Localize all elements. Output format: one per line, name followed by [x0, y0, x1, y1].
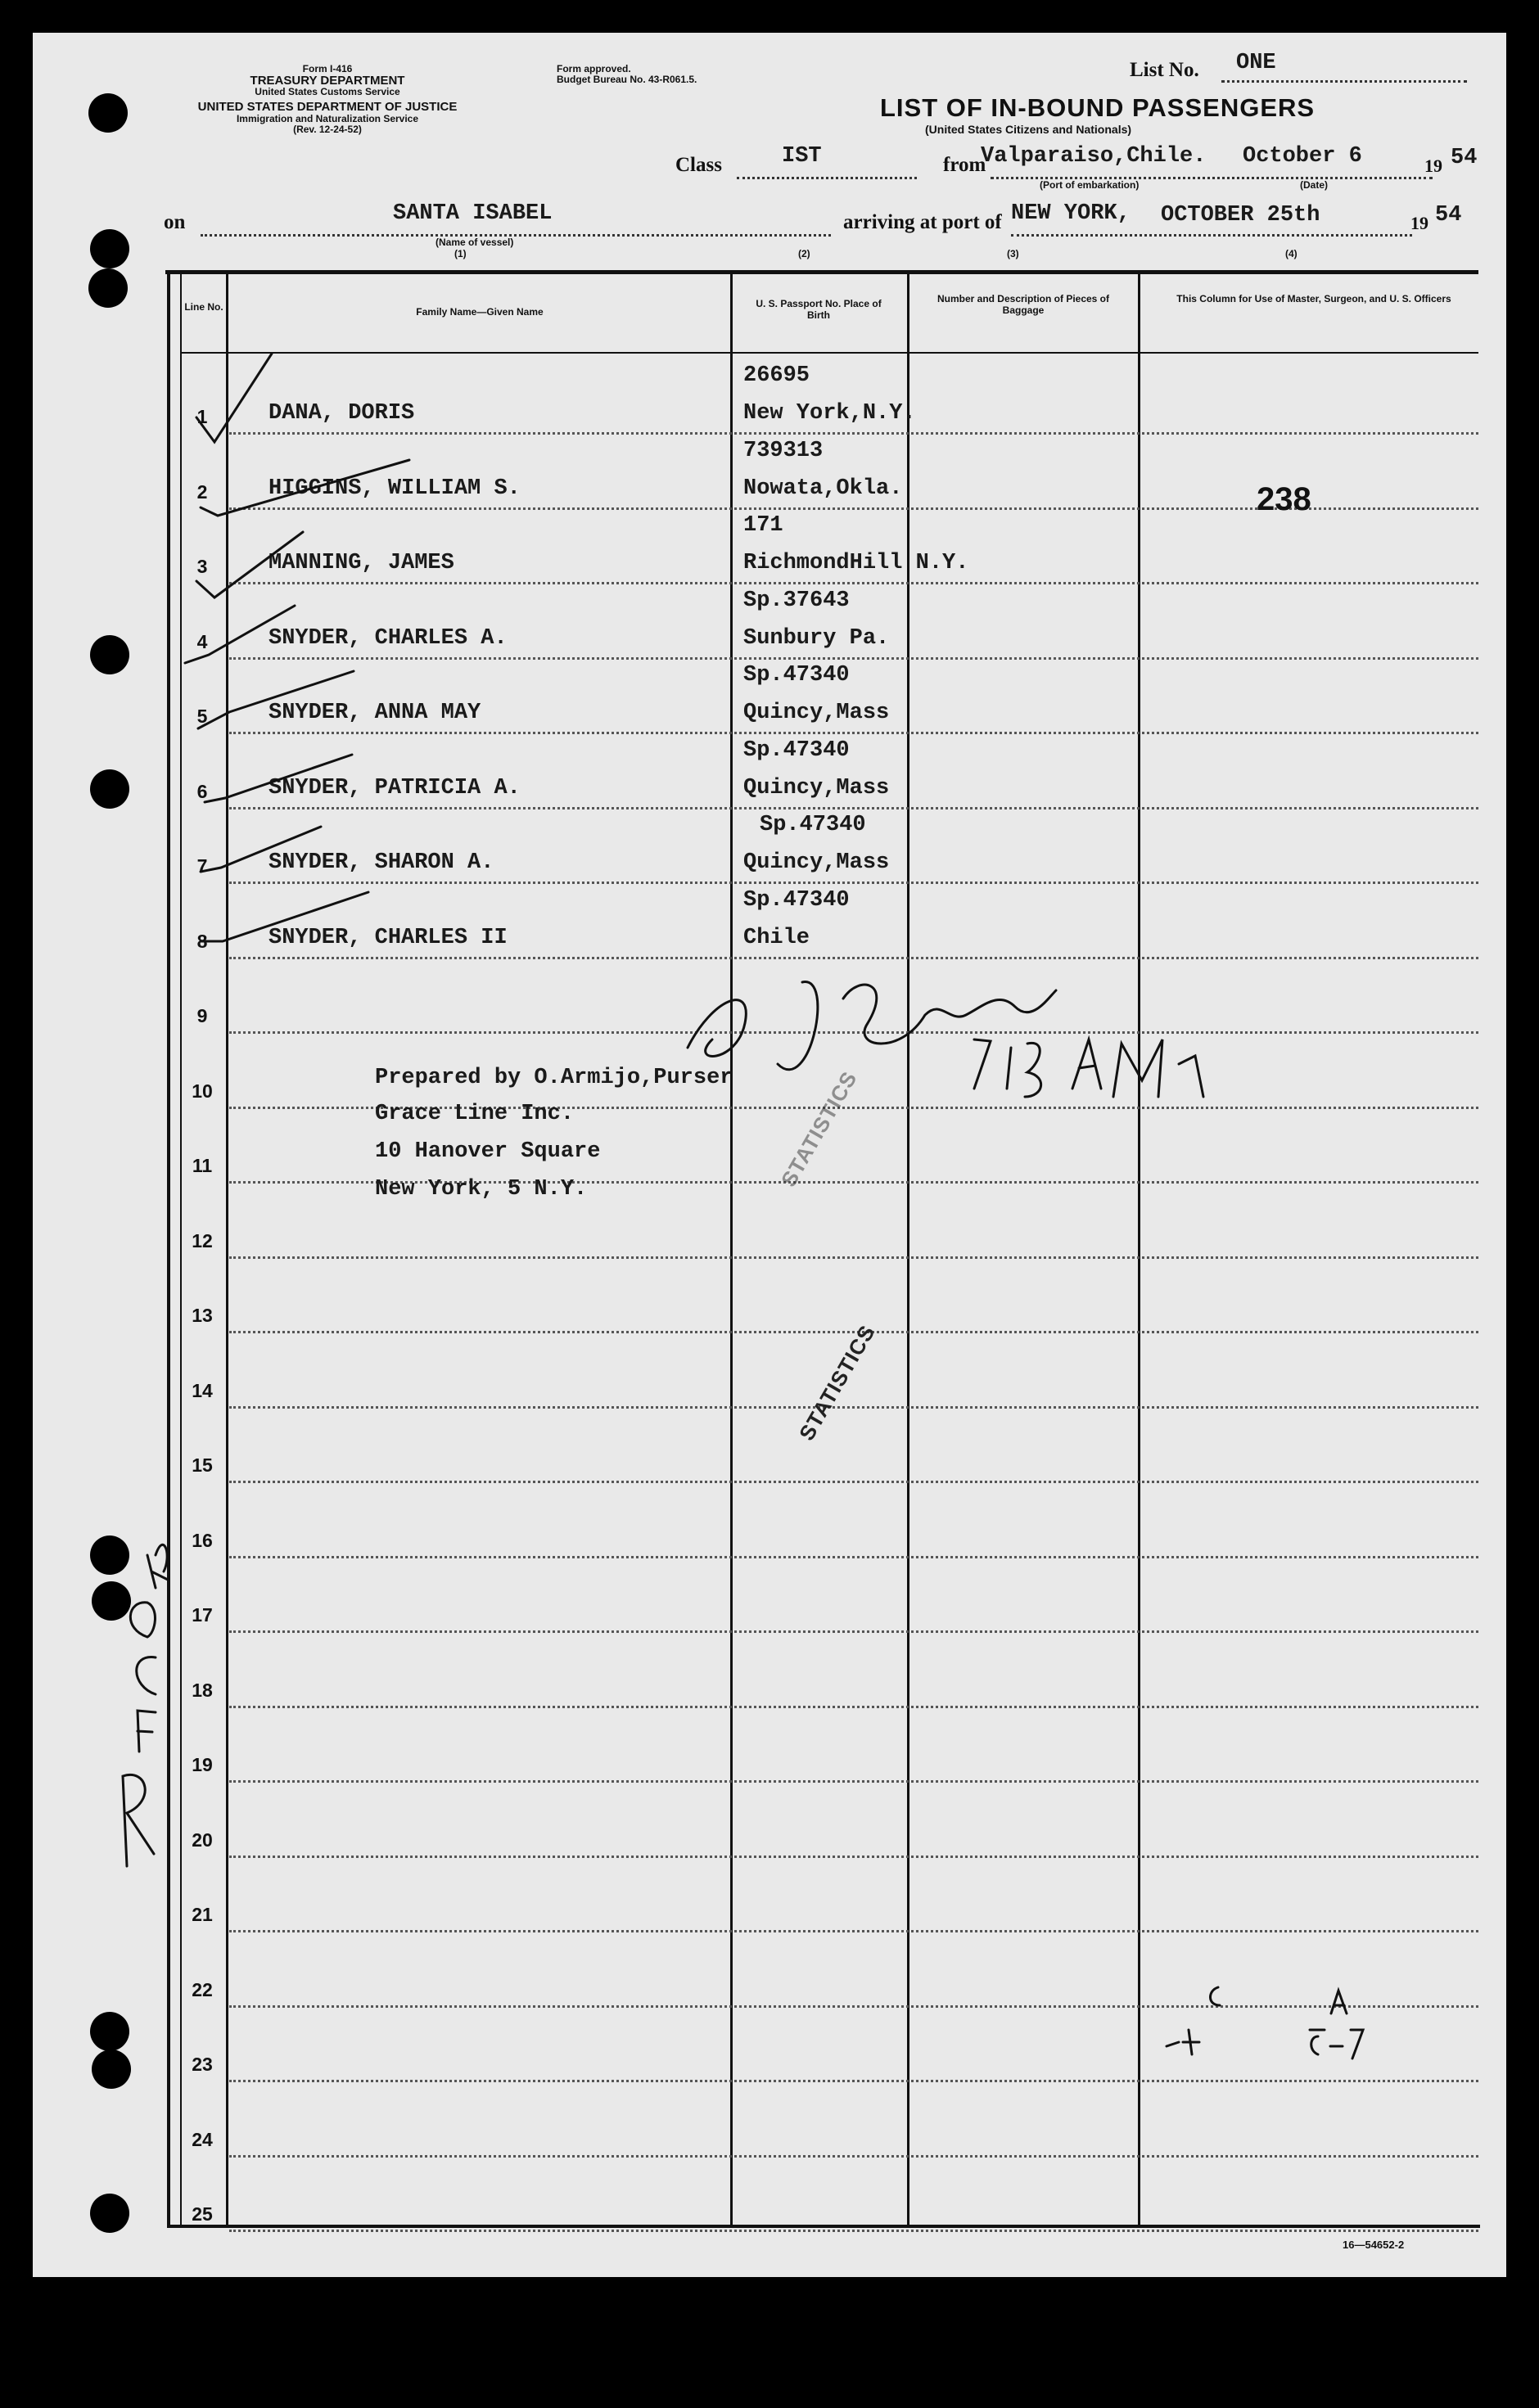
officer-note: 238: [1257, 481, 1311, 517]
year-suffix-2: 54: [1435, 203, 1462, 228]
statistics-stamp: STATISTICS: [794, 1320, 880, 1445]
line-number: 23: [192, 2054, 213, 2075]
check-mark: [201, 827, 321, 872]
caption-4: (4): [1285, 248, 1298, 259]
passenger-name: DANA, DORIS: [269, 401, 415, 426]
line-number: 8: [196, 930, 208, 952]
ins-service: Immigration and Naturalization Service: [236, 113, 419, 124]
place-of-birth: New York,N.Y.: [743, 401, 916, 426]
passport-number: Sp.47340: [743, 663, 850, 688]
col-header-officers: This Column for Use of Master, Surgeon, and U. S. Officers: [1176, 293, 1451, 304]
company-name: Grace Line Inc.: [375, 1102, 575, 1126]
passenger-name: SNYDER, CHARLES A.: [269, 625, 508, 651]
line-number: 19: [192, 1754, 213, 1775]
year-prefix-2: 19: [1410, 213, 1428, 233]
print-code: 16—54652-2: [1343, 2239, 1405, 2251]
arriving-label: arriving at port of: [843, 211, 1002, 233]
form-subtitle: (United States Citizens and Nationals): [925, 123, 1132, 136]
line-number: 15: [192, 1454, 213, 1476]
passenger-name: SNYDER, SHARON A.: [269, 850, 494, 875]
signature-scrawl: [688, 982, 1056, 1070]
place-of-birth: Quincy,Mass: [743, 701, 890, 725]
passport-number: Sp.47340: [760, 813, 866, 837]
check-mark: [201, 892, 368, 941]
line-number: 2: [196, 480, 208, 503]
prepared-by: Prepared by O.Armijo,Purser: [375, 1066, 733, 1090]
line-number: 20: [192, 1829, 213, 1851]
passenger-name: SNYDER, PATRICIA A.: [269, 775, 521, 800]
class-c-range: [1167, 1987, 1220, 2054]
passport-number: Sp.47340: [743, 887, 850, 913]
embarkation-date: October 6: [1243, 144, 1362, 169]
form-revision: (Rev. 12-24-52): [293, 124, 362, 135]
justice-department: UNITED STATES DEPARTMENT OF JUSTICE: [197, 100, 458, 114]
list-no-label: List No.: [1130, 59, 1199, 81]
vessel-caption: (Name of vessel): [436, 237, 514, 248]
department: TREASURY DEPARTMENT: [250, 74, 405, 88]
line-number: 5: [196, 706, 208, 727]
line-number: 12: [192, 1229, 213, 1251]
place-of-birth: RichmondHill N.Y.: [743, 551, 969, 575]
check-mark: [205, 755, 352, 802]
line-number: 22: [192, 1978, 213, 2000]
company-city: New York, 5 N.Y.: [375, 1177, 588, 1202]
line-number: 6: [196, 780, 208, 802]
place-of-birth: Quincy,Mass: [743, 850, 890, 875]
embarkation-port: Valparaiso,Chile.: [981, 144, 1207, 169]
check-mark: [196, 354, 272, 442]
list-no-value: ONE: [1236, 51, 1276, 75]
time-scrawl: [974, 1039, 1203, 1097]
year-suffix-1: 54: [1451, 146, 1478, 170]
company-address: 10 Hanover Square: [375, 1139, 601, 1164]
customs-service: United States Customs Service: [255, 86, 400, 97]
class-a-range: [1310, 1991, 1363, 2059]
vessel-name: SANTA ISABEL: [393, 201, 553, 226]
place-of-birth: Quincy,Mass: [743, 775, 890, 800]
place-of-birth: Chile: [743, 925, 810, 950]
line-number: 10: [192, 1080, 213, 1102]
line-number: 1: [196, 406, 208, 427]
line-number: 13: [192, 1305, 213, 1326]
passenger-name: SNYDER, CHARLES II: [269, 925, 508, 950]
handwriting-layer: [33, 33, 1506, 2277]
line-number: 7: [196, 855, 208, 877]
place-of-birth: Sunbury Pa.: [743, 625, 890, 651]
form-approved: Form approved.: [557, 63, 631, 74]
passenger-name: SNYDER, ANNA MAY: [269, 701, 481, 725]
col-header-baggage: Number and Description of Pieces of Baggage: [936, 293, 1110, 316]
col-header-name: Family Name—Given Name: [416, 306, 544, 318]
class-value: IST: [782, 144, 822, 169]
caption-3: (3): [1007, 248, 1019, 259]
passport-number: Sp.37643: [743, 588, 850, 613]
passport-number: Sp.47340: [743, 737, 850, 763]
arrival-port: NEW YORK,: [1011, 201, 1131, 226]
passenger-name: HIGGINS, WILLIAM S.: [269, 476, 521, 501]
arrival-date: OCTOBER 25th: [1161, 203, 1320, 228]
statistics-stamp-faint: STATISTICS: [776, 1066, 862, 1191]
form-title: LIST OF IN-BOUND PASSENGERS: [880, 93, 1316, 122]
caption-1: (1): [454, 248, 467, 259]
line-number: 3: [196, 556, 208, 577]
form-number: Form I-416: [302, 63, 353, 74]
year-prefix-1: 19: [1424, 156, 1442, 176]
check-mark: [196, 532, 303, 597]
line-number: 16: [192, 1529, 213, 1551]
place-of-birth: Nowata,Okla.: [743, 476, 903, 501]
line-number: 24: [192, 2128, 213, 2150]
line-number: 11: [192, 1155, 213, 1176]
margin-record-scrawl: [123, 1544, 168, 1866]
budget-bureau: Budget Bureau No. 43-R061.5.: [557, 74, 697, 85]
line-number: 18: [192, 1679, 213, 1701]
check-mark: [185, 606, 295, 663]
line-number: 17: [192, 1604, 213, 1626]
line-number: 14: [192, 1379, 213, 1401]
from-label: from: [943, 154, 986, 176]
line-number: 9: [196, 1005, 208, 1026]
line-number: 4: [196, 630, 208, 652]
caption-2: (2): [798, 248, 810, 259]
line-number: 21: [192, 1904, 213, 1925]
on-label: on: [164, 211, 186, 233]
line-number: 25: [192, 2203, 213, 2225]
col-header-passport: U. S. Passport No. Place of Birth: [756, 298, 882, 321]
col-header-line: Line No.: [184, 301, 223, 313]
embarkation-caption: (Port of embarkation): [1040, 179, 1140, 191]
passenger-name: MANNING, JAMES: [269, 551, 454, 575]
passport-number: 171: [743, 513, 783, 538]
manifest-page: [33, 33, 1506, 2277]
passport-number: 26695: [743, 363, 810, 388]
check-mark: [201, 460, 409, 516]
check-mark: [198, 671, 354, 728]
passport-number: 739313: [743, 438, 824, 463]
date-caption: (Date): [1300, 179, 1329, 191]
class-label: Class: [675, 154, 722, 176]
